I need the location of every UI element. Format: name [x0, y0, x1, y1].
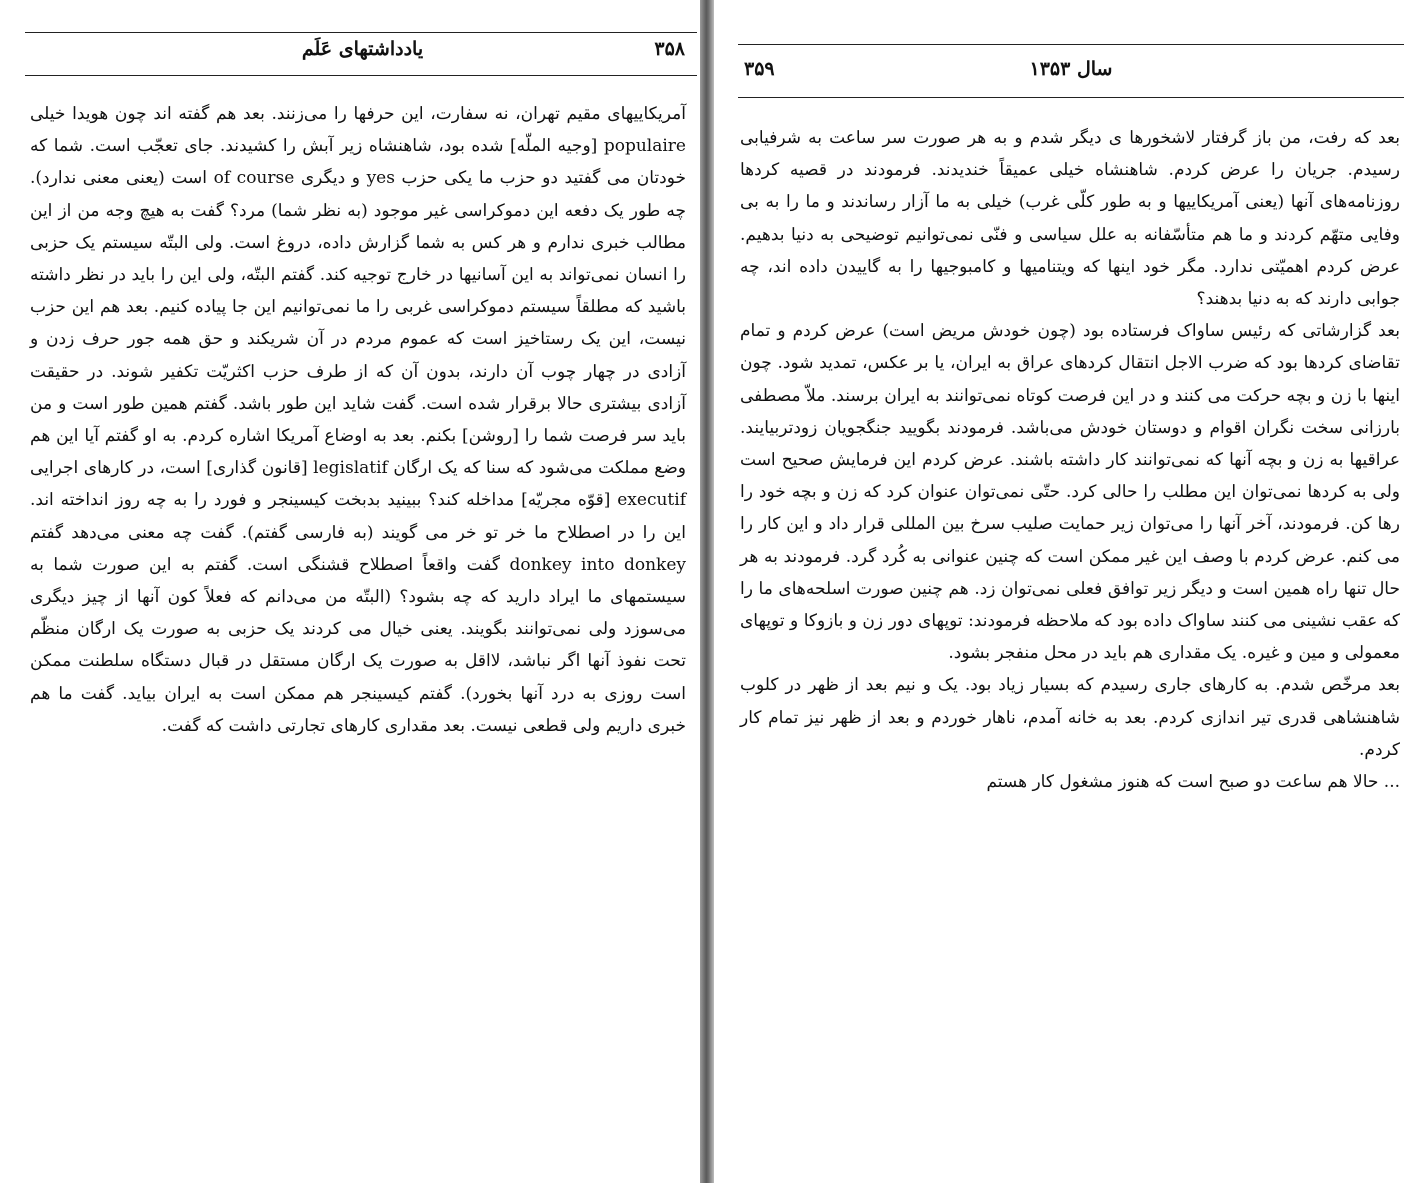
page-header [40, 38, 685, 68]
page-number: ۳۵۸ [654, 38, 685, 60]
header-rule-bottom [25, 75, 697, 76]
page-body [30, 98, 686, 742]
header-rule-bottom [738, 97, 1404, 98]
page-number: ۳۵۹ [744, 58, 775, 80]
running-title: یادداشتهای عَلَم [301, 38, 424, 60]
running-title: سال ۱۳۵۳ [1029, 58, 1113, 80]
paragraph: بعد گزارشاتی که رئیس ساواک فرستاده بود (چون خودش مریض است) عرض کردم و تمام تقاضای کردها بود که ضرب الاجل انتقال کردهای عراق به ایران، یا بر عکس، تمدید شود. چون اینها با زن و بچه حرکت می کنند و در این فرصت کوتاه نمی‌توانند به ایران برسند. ملاّ مصطفی بارزانی سخت نگران اقوام و دوستان خودش می‌باشد. فرمودند بگویید جنگجویان زودتربیایند. عراقیها به زن و بچه آنها که نمی‌توانند کار داشته باشند. عرض کردم این فرمایش صحیح است ولی به کردها نمی‌توان این مطلب را حالی کرد. حتّی نمی‌توان عنوان کرد که زن و بچه خود را رها کن. فرمودند، آخر آنها را می‌توان زیر حمایت صلیب سرخ بین المللی قرار داد و این کار را می کنم. عرض کردم با وصف این غیر ممکن است که چنین عنوانی به کُرد گرد. فرمودند به هر حال تنها راه همین است و دیگر زیر توافق فعلی نمی‌توان زد. هم چنین صورت اسلحه‌های ما را که عقب نشینی می کنند ساواک داده بود که ملاحظه فرمودند: توپهای دور زن و بازوکا و توپهای معمولی و مین و غیره. یک مقداری هم باید در محل منفجر بشود. [740, 321, 1400, 664]
page-header [744, 58, 1398, 88]
left-page [0, 0, 700, 1183]
right-page [714, 0, 1416, 1183]
paragraph: ... حالا هم ساعت دو صبح است که هنوز مشغول کار هستم [986, 772, 1400, 793]
book-gutter [700, 0, 714, 1183]
header-rule-top [738, 44, 1404, 45]
header-rule-top [25, 32, 697, 33]
paragraph: بعد که رفت، من باز گرفتار لاشخورها ی دیگر شدم و به هر صورت سر ساعت به شرفیابی رسیدم. جریان را عرض کردم. شاهنشاه خیلی عمیقاً خندیدند. فرمودند در قصیه کردها روزنامه‌های آنها (یعنی آمریکاییها و به طور کلّی غرب) خیلی به ما آزار رساندند و ما را به بی وفایی متهّم کردند و ما هم متأسّفانه به علل سیاسی و فنّی نمی‌توانیم توضیحی به دنیا بدهیم. عرض کردم اهمیّتی ندارد. مگر خود اینها که ویتنامیها و کامبوجیها را به گاییدن داده اند، چه جوابی دارند که به دنیا بدهند؟ [740, 128, 1400, 310]
paragraph: آمریکاییهای مقیم تهران، نه سفارت، این حرفها را می‌زنند. بعد هم گفته اند چون هویدا خیلی populaire [وجیه الملّه] شده بود، شاهنشاه زیر آبش را کشیدند. جای تعجّب است. شما که خودتان می گفتید دو حزب ما یکی حزب yes و دیگری of course است (یعنی معنی ندارد). چه طور یک دفعه این دموکراسی غیر موجود (به نظر شما) مرد؟ گفت به هیچ وجه من از این مطالب خبری ندارم و هر کس به شما گزارش داده، دروغ است. ولی البتّه سیستم یک حزبی را انسان نمی‌تواند به این آسانیها در خارج توجیه کند. گفتم البتّه، ولی این را باید در نظر داشته باشید که مطلقاً سیستم دموکراسی غربی را ما نمی‌توانیم این جا پیاده کنیم. بعد هم این حزب نیست، این یک رستاخیز است که عموم مردم در آن شریکند و حق همه جور حرف زدن و آزادی در چهار چوب آن دارند، بدون آن که از طرف حزب اکثریّت تکفیر شوند. در حقیقت آزادی بیشتری حالا برقرار شده است. گفت شاید این طور باشد. گفتم همین طور است و من باید سر فرصت شما را [روشن] بکنم. بعد به اوضاع آمریکا اشاره کردم. به او گفتم آیا این هم وضع مملکت می‌شود که سنا که یک ارگان legislatif [قانون گذاری] است، در کارهای اجرایی executif [قوّه مجریّه] مداخله کند؟ ببینید بدبخت کیسینجر و فورد را به چه روز انداخته اند. این را در اصطلاح ما خر تو خر می گویند (به فارسی گفتم). گفت چه معنی می‌دهد گفتم donkey into donkey گفت واقعاً اصطلاح قشنگی است. گفتم به این صورت شما به سیستمهای ما ایراد دارید که چه بشود؟ (البتّه من می‌دانم که فعلاً کون آنها از چیز دیگری می‌سوزد ولی نمی‌توانند بگویند. یعنی خیال می کردند یک حزبی به صورت یک ارگان منظّم تحت نفوذ آنها اگر نباشد، لااقل به صورت یک ارگان مستقل در قبال دستگاه سلطنت ممکن است روزی به درد آنها بخورد). گفتم کیسینجر هم ممکن است به ایران بیاید. گفت ما هم خبری داریم ولی قطعی نیست. بعد مقداری کارهای تجارتی داشت که گفت. [30, 104, 687, 736]
paragraph: بعد مرخّص شدم. به کارهای جاری رسیدم که بسیار زیاد بود. یک و نیم بعد از ظهر در کلوب شاهنشاهی قدری تیر اندازی کردم. بعد به خانه آمدم، ناهار خوردم و بعد از ظهر نیز تمام کار کردم. [740, 675, 1400, 760]
page-body [740, 122, 1400, 798]
